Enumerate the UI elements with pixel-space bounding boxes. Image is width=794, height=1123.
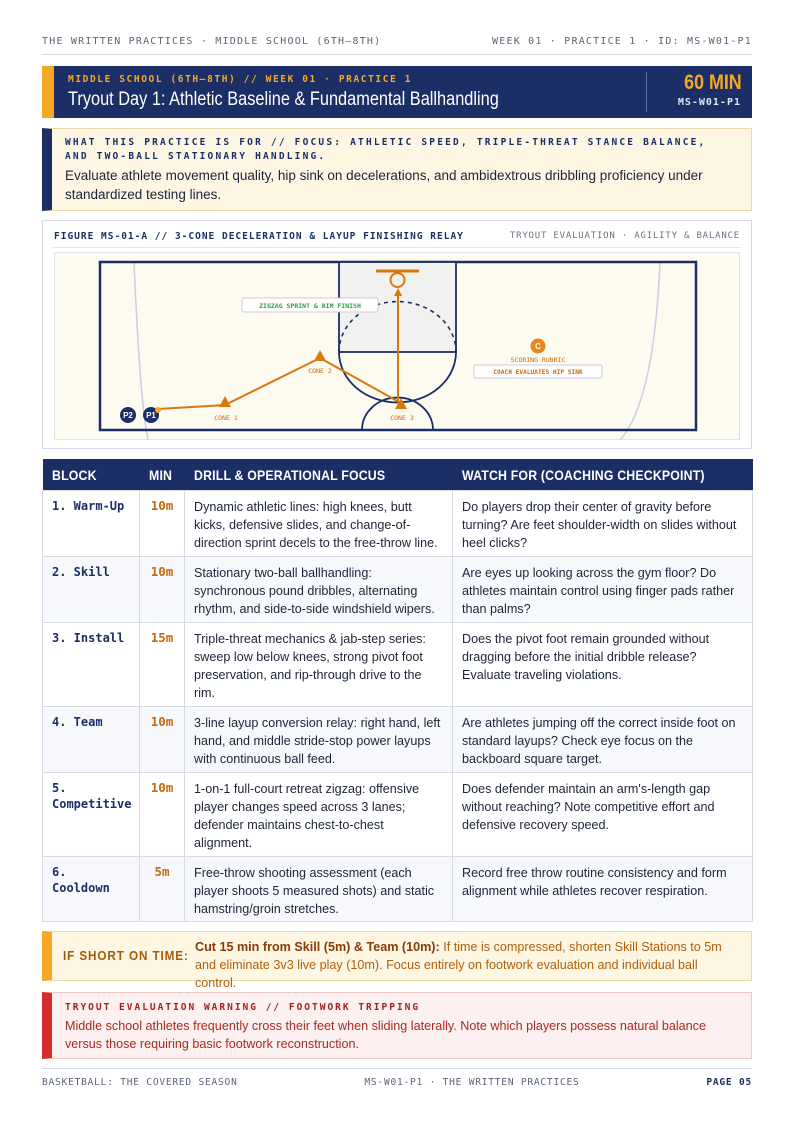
coach-label: COACH EVALUATES HIP SINK xyxy=(493,369,583,376)
column-header-block: BLOCK xyxy=(43,459,140,491)
short-on-time-body: If time is compressed, shorten Skill Stations to 5m and eliminate 3v3 live play (10m). Focus entirely on footwork evaluation and individual ball control. xyxy=(195,940,722,990)
drill-cell: Dynamic athletic lines: high knees, butt kicks, defensive slides, and change-of-direction sprint decels to the free-throw line. xyxy=(185,491,453,557)
rubric-label: SCORING RUBRIC xyxy=(510,356,566,364)
figure-caption: FIGURE MS-01-A // 3-CONE DECELERATION & LAYUP FINISHING RELAY xyxy=(54,231,464,242)
block-cell: 6. Cooldown xyxy=(43,857,140,922)
purpose-box xyxy=(42,128,752,211)
column-header-drill: DRILL & OPERATIONAL FOCUS xyxy=(185,459,453,491)
page-title: Tryout Day 1: Athletic Baseline & Fundamental Ballhandling xyxy=(68,89,499,110)
table-row xyxy=(43,623,753,707)
block-cell: 4. Team xyxy=(43,707,140,773)
page-footer xyxy=(42,1077,752,1088)
watch-cell: Are athletes jumping off the correct inside foot on standard layups? Check eye focus on the backboard square target. xyxy=(453,707,753,773)
block-cell: 1. Warm-Up xyxy=(43,491,140,557)
minutes-cell: 10m xyxy=(140,707,185,773)
column-header-min: MIN xyxy=(140,459,185,491)
block-cell: 2. Skill xyxy=(43,557,140,623)
running-header-left: THE WRITTEN PRACTICES · MIDDLE SCHOOL (6TH–8TH) xyxy=(42,36,382,47)
title-kicker: MIDDLE SCHOOL (6TH–8TH) // WEEK 01 · PRACTICE 1 xyxy=(68,74,413,85)
coach-marker-label: C xyxy=(535,342,541,351)
short-on-time-box xyxy=(42,931,752,990)
drill-cell: 1-on-1 full-court retreat zigzag: offensive player changes speed across 3 lanes; defender maintains chest-to-chest alignment. xyxy=(185,773,453,857)
short-on-time-text xyxy=(195,938,741,992)
watch-cell: Does the pivot foot remain grounded without dragging before the initial dribble release? Evaluate traveling violations. xyxy=(453,623,753,707)
table-header-row xyxy=(43,459,753,491)
drill-cell: Free-throw shooting assessment (each player shoots 5 measured shots) and static hamstring/groin stretches. xyxy=(185,857,453,922)
figure-divider xyxy=(53,247,741,248)
warning-heading: TRYOUT EVALUATION WARNING // FOOTWORK TRIPPING xyxy=(65,1002,421,1013)
figure-tag: TRYOUT EVALUATION · AGILITY & BALANCE xyxy=(509,231,740,241)
minutes-cell: 10m xyxy=(140,773,185,857)
table-row xyxy=(43,857,753,922)
watch-cell: Record free throw routine consistency and form alignment while athletes recover respiration. xyxy=(453,857,753,922)
duration-badge: 60 MIN xyxy=(684,71,742,94)
minutes-cell: 15m xyxy=(140,623,185,707)
header-divider xyxy=(42,54,752,55)
minutes-cell: 5m xyxy=(140,857,185,922)
cone-2-label: CONE 2 xyxy=(308,367,332,375)
footer-divider xyxy=(42,1068,752,1069)
page-number: PAGE 05 xyxy=(706,1077,752,1088)
purpose-heading: WHAT THIS PRACTICE IS FOR // FOCUS: ATHLETIC SPEED, TRIPLE-THREAT STANCE BALANCE, AND TWO-BALL STATIONARY HANDLING. xyxy=(65,137,707,162)
drill-cell: Triple-threat mechanics & jab-step series: sweep low below knees, strong pivot foot preservation, and rip-through drive to the rim. xyxy=(185,623,453,707)
warning-box xyxy=(42,992,752,1059)
title-divider xyxy=(646,72,647,112)
table-row xyxy=(43,707,753,773)
block-cell: 5. Competitive xyxy=(43,773,140,857)
short-on-time-lead: Cut 15 min from Skill (5m) & Team (10m): xyxy=(195,940,440,954)
table-row xyxy=(43,491,753,557)
block-cell: 3. Install xyxy=(43,623,140,707)
short-on-time-label: IF SHORT ON TIME: xyxy=(63,948,189,963)
practice-plan-table xyxy=(42,459,753,922)
warning-body: Middle school athletes frequently cross their feet when sliding laterally. Note which players possess natural balance versus those requiring basic footwork reconstruction. xyxy=(65,1019,706,1051)
cone-3-label: CONE 3 xyxy=(390,414,414,422)
watch-cell: Do players drop their center of gravity before turning? Are feet shoulder-width on slides without heel clicks? xyxy=(453,491,753,557)
player-1-label: P1 xyxy=(146,411,156,420)
footer-left: BASKETBALL: THE COVERED SEASON xyxy=(42,1077,238,1088)
ball-icon xyxy=(155,407,161,413)
table-row xyxy=(43,773,753,857)
practice-code: MS-W01-P1 xyxy=(677,97,741,108)
running-header-right: WEEK 01 · PRACTICE 1 · ID: MS-W01-P1 xyxy=(492,36,752,47)
drill-cell: Stationary two-ball ballhandling: synchronous pound dribbles, alternating rhythm, and side-to-side windshield wipers. xyxy=(185,557,453,623)
cone-1-label: CONE 1 xyxy=(214,414,238,422)
minutes-cell: 10m xyxy=(140,491,185,557)
zigzag-label: ZIGZAG SPRINT & RIM FINISH xyxy=(259,302,361,310)
purpose-body: Evaluate athlete movement quality, hip sink on decelerations, and ambidextrous dribbling proficiency under standardized testing lines. xyxy=(65,168,703,202)
drill-figure xyxy=(42,220,752,449)
watch-cell: Does defender maintain an arm's-length gap without reaching? Note competitive effort and defensive recovery speed. xyxy=(453,773,753,857)
court-diagram xyxy=(54,252,740,440)
footer-center: MS-W01-P1 · THE WRITTEN PRACTICES xyxy=(364,1077,580,1088)
title-bar xyxy=(42,66,752,118)
drill-cell: 3-line layup conversion relay: right hand, left hand, and middle stride-stop power layups with continuous ball feed. xyxy=(185,707,453,773)
minutes-cell: 10m xyxy=(140,557,185,623)
running-header xyxy=(42,36,752,47)
column-header-watch: WATCH FOR (COACHING CHECKPOINT) xyxy=(453,459,753,491)
table-row xyxy=(43,557,753,623)
watch-cell: Are eyes up looking across the gym floor? Do athletes maintain control using finger pads rather than palms? xyxy=(453,557,753,623)
player-2-label: P2 xyxy=(123,411,133,420)
